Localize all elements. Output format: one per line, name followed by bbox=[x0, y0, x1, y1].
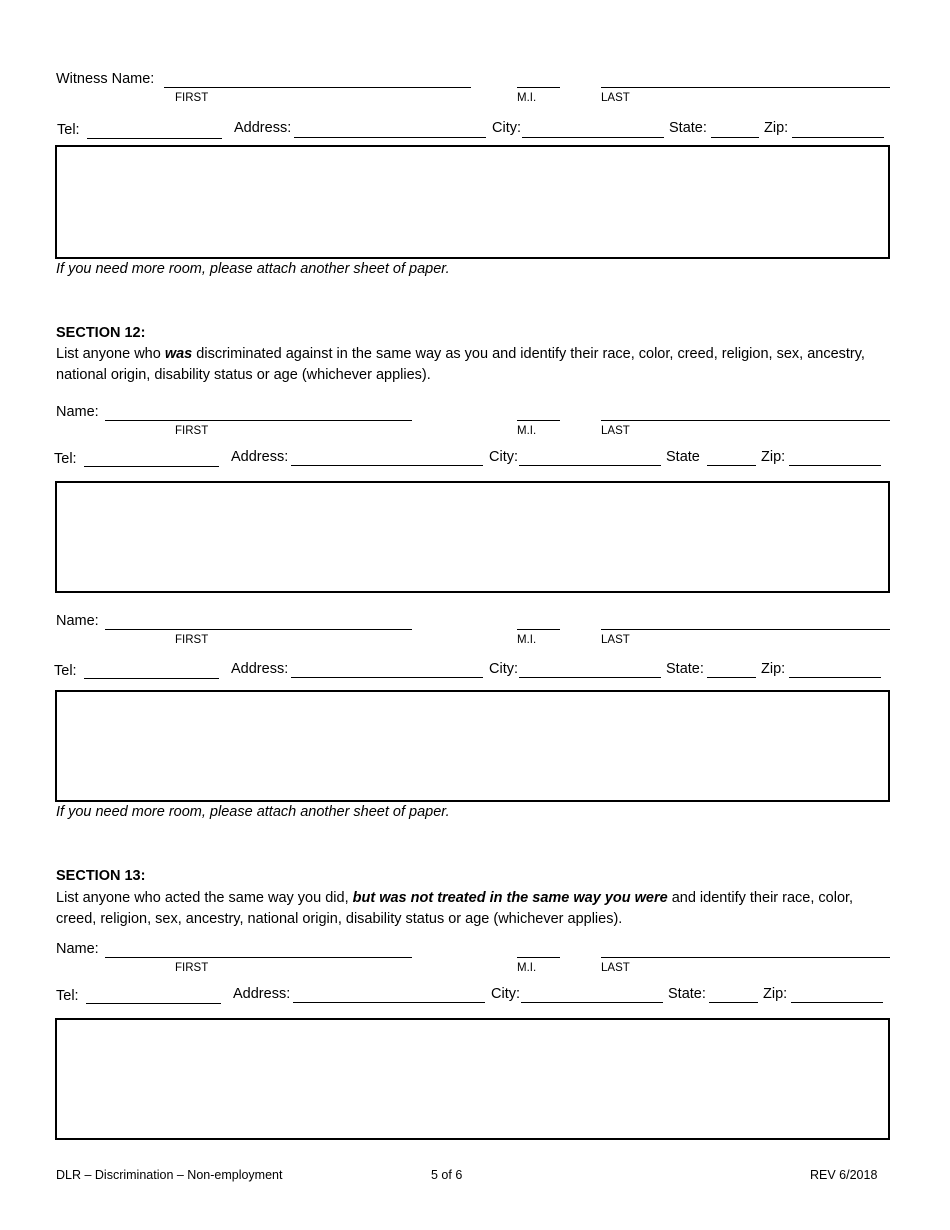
name-label: Name: bbox=[56, 404, 99, 420]
first-caption: FIRST bbox=[175, 425, 209, 437]
s12-p1-details-box[interactable] bbox=[55, 481, 890, 593]
last-caption: LAST bbox=[601, 962, 630, 974]
section-12-instructions bbox=[56, 344, 896, 386]
tel-label: Tel: bbox=[57, 122, 80, 138]
state-label: State: bbox=[669, 120, 707, 136]
mi-caption: M.I. bbox=[517, 425, 537, 437]
first-caption: FIRST bbox=[175, 962, 209, 974]
s13-first-name-field[interactable] bbox=[105, 957, 412, 958]
witness-statement-box[interactable] bbox=[55, 145, 890, 259]
s12-p2-first-name-field[interactable] bbox=[105, 629, 412, 630]
s13-mi-field[interactable] bbox=[517, 957, 560, 958]
witness-tel-field[interactable] bbox=[87, 138, 222, 139]
tel-label: Tel: bbox=[56, 988, 79, 1004]
tel-label: Tel: bbox=[54, 663, 77, 679]
s12-p2-zip-field[interactable] bbox=[789, 677, 881, 678]
footer-revision: REV 6/2018 bbox=[810, 1168, 878, 1182]
footer-page-number: 5 of 6 bbox=[431, 1168, 463, 1182]
s13-state-field[interactable] bbox=[709, 1002, 758, 1003]
address-label: Address: bbox=[233, 986, 291, 1002]
s12-p2-tel-field[interactable] bbox=[84, 678, 219, 679]
s12-p1-state-field[interactable] bbox=[707, 465, 756, 466]
s12-p1-first-name-field[interactable] bbox=[105, 420, 412, 421]
more-room-note: If you need more room, please attach another sheet of paper. bbox=[56, 804, 450, 820]
name-label: Name: bbox=[56, 613, 99, 629]
witness-address-field[interactable] bbox=[294, 137, 486, 138]
s12-p1-city-field[interactable] bbox=[519, 465, 661, 466]
s12-p1-last-name-field[interactable] bbox=[601, 420, 890, 421]
s13-city-field[interactable] bbox=[521, 1002, 663, 1003]
section-13-emphasis: but was not treated in the same way you were bbox=[352, 890, 668, 906]
mi-caption: M.I. bbox=[517, 92, 537, 104]
zip-label: Zip: bbox=[761, 449, 786, 465]
section-13-heading: SECTION 13: bbox=[56, 868, 146, 884]
s13-last-name-field[interactable] bbox=[601, 957, 890, 958]
city-label: City: bbox=[492, 120, 521, 136]
tel-label: Tel: bbox=[54, 451, 77, 467]
witness-last-name-field[interactable] bbox=[601, 87, 890, 88]
s13-zip-field[interactable] bbox=[791, 1002, 883, 1003]
city-label: City: bbox=[489, 449, 518, 465]
witness-mi-field[interactable] bbox=[517, 87, 560, 88]
footer-form-title: DLR – Discrimination – Non-employment bbox=[56, 1168, 283, 1182]
last-caption: LAST bbox=[601, 92, 630, 104]
zip-label: Zip: bbox=[761, 661, 786, 677]
more-room-note: If you need more room, please attach another sheet of paper. bbox=[56, 261, 450, 277]
s13-tel-field[interactable] bbox=[86, 1003, 221, 1004]
s13-details-box[interactable] bbox=[55, 1018, 890, 1140]
city-label: City: bbox=[491, 986, 520, 1002]
s12-p2-details-box[interactable] bbox=[55, 690, 890, 802]
s13-address-field[interactable] bbox=[293, 1002, 485, 1003]
section-12-emphasis: was bbox=[164, 346, 193, 362]
first-caption: FIRST bbox=[175, 634, 209, 646]
section-12-text: List anyone who bbox=[56, 346, 165, 362]
section-13-instructions bbox=[56, 888, 896, 930]
s12-p2-address-field[interactable] bbox=[291, 677, 483, 678]
s12-p1-zip-field[interactable] bbox=[789, 465, 881, 466]
s12-p2-mi-field[interactable] bbox=[517, 629, 560, 630]
address-label: Address: bbox=[231, 661, 289, 677]
witness-first-name-field[interactable] bbox=[164, 87, 471, 88]
witness-name-label: Witness Name: bbox=[56, 71, 155, 87]
s12-p1-mi-field[interactable] bbox=[517, 420, 560, 421]
last-caption: LAST bbox=[601, 425, 630, 437]
name-label: Name: bbox=[56, 941, 99, 957]
zip-label: Zip: bbox=[763, 986, 788, 1002]
s12-p2-last-name-field[interactable] bbox=[601, 629, 890, 630]
witness-city-field[interactable] bbox=[522, 137, 664, 138]
city-label: City: bbox=[489, 661, 518, 677]
witness-zip-field[interactable] bbox=[792, 137, 884, 138]
last-caption: LAST bbox=[601, 634, 630, 646]
s12-p1-address-field[interactable] bbox=[291, 465, 483, 466]
s12-p2-city-field[interactable] bbox=[519, 677, 661, 678]
witness-state-field[interactable] bbox=[711, 137, 759, 138]
section-13-text-rest: and identify their race, color, creed, religion, sex, ancestry, national origin, disability status or age (whichever applies). bbox=[56, 890, 854, 927]
state-label: State bbox=[666, 449, 700, 465]
s12-p1-tel-field[interactable] bbox=[84, 466, 219, 467]
address-label: Address: bbox=[234, 120, 292, 136]
s12-p2-state-field[interactable] bbox=[707, 677, 756, 678]
first-caption: FIRST bbox=[175, 92, 209, 104]
section-13-text: List anyone who acted the same way you did, bbox=[56, 890, 353, 906]
state-label: State: bbox=[666, 661, 704, 677]
address-label: Address: bbox=[231, 449, 289, 465]
state-label: State: bbox=[668, 986, 706, 1002]
section-12-text-rest: discriminated against in the same way as you and identify their race, color, creed, religion, sex, ancestry, national origin, disability status or age (whichever applies). bbox=[56, 346, 865, 383]
section-12-heading: SECTION 12: bbox=[56, 325, 146, 341]
mi-caption: M.I. bbox=[517, 634, 537, 646]
mi-caption: M.I. bbox=[517, 962, 537, 974]
zip-label: Zip: bbox=[764, 120, 789, 136]
